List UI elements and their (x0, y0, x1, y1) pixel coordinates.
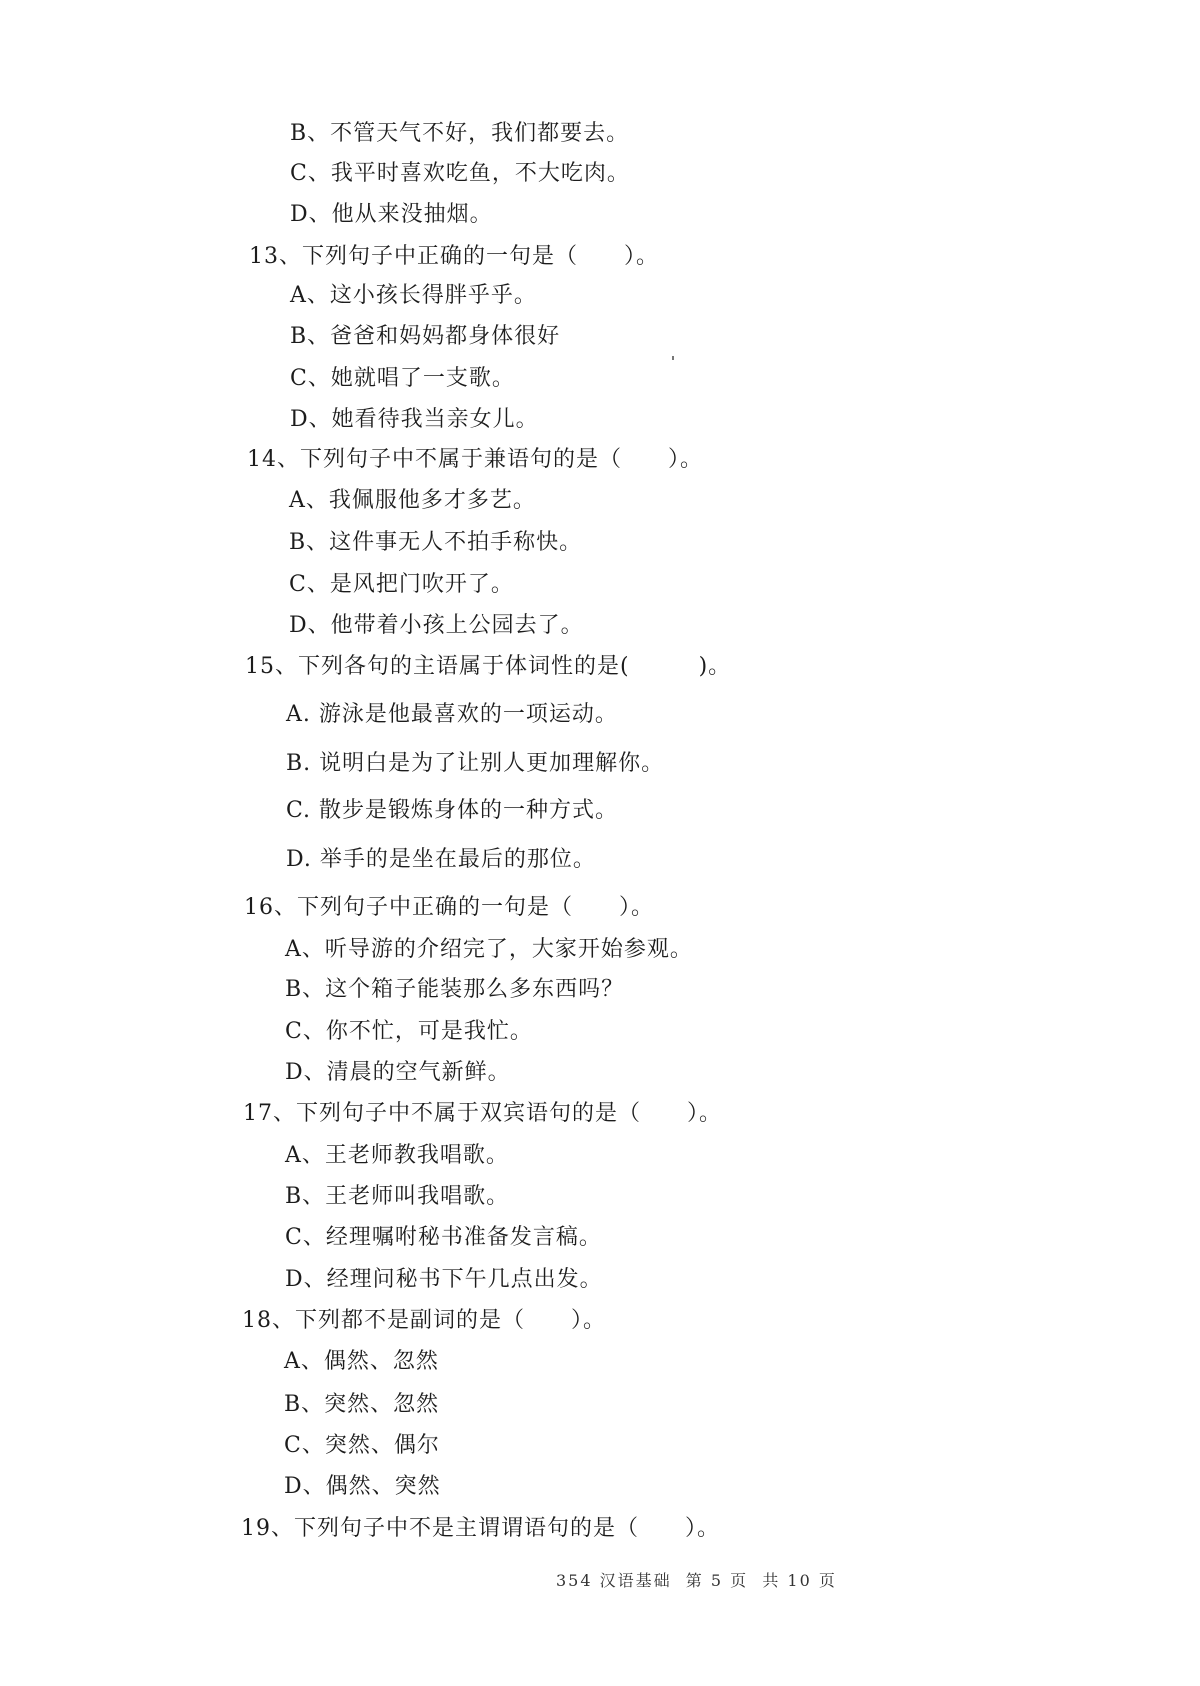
question-text: 下列句子中不是主谓谓语句的是（ ）。 (294, 1516, 721, 1541)
option-text: 听导游的介绍完了，大家开始参观。 (324, 937, 693, 962)
option-label: D、 (285, 1267, 327, 1292)
option-text: 爸爸和妈妈都身体很好 (330, 324, 561, 349)
option-d-q17 (285, 1266, 603, 1294)
option-label: A、 (290, 283, 330, 308)
option-label: B、 (285, 1184, 326, 1209)
option-text: 清晨的空气新鲜。 (326, 1060, 511, 1085)
option-label: B、 (290, 324, 331, 349)
option-label: B. (286, 751, 320, 776)
option-label: D、 (290, 202, 332, 227)
question-17-stem (243, 1100, 722, 1128)
option-a-q18 (284, 1348, 439, 1376)
option-b-q17 (285, 1183, 509, 1211)
question-18-stem (242, 1307, 606, 1335)
question-number: 13、 (249, 244, 302, 269)
question-15-stem (245, 653, 731, 681)
option-b-q15 (286, 750, 664, 778)
option-label: C、 (284, 1433, 325, 1458)
question-13-stem (249, 243, 659, 271)
option-label: C、 (285, 1225, 326, 1250)
option-a-q16 (285, 936, 693, 964)
question-number: 18、 (242, 1308, 295, 1333)
option-label: C、 (290, 366, 331, 391)
option-text: 经理问秘书下午几点出发。 (326, 1267, 603, 1292)
option-text: 他带着小孩上公园去了。 (330, 613, 584, 638)
option-label: D、 (285, 1060, 327, 1085)
option-label: B、 (285, 977, 326, 1002)
question-16-stem (244, 894, 654, 922)
option-text: 我平时喜欢吃鱼，不大吃肉。 (330, 161, 630, 186)
option-text: 这件事无人不拍手称快。 (329, 530, 583, 555)
option-c-q18 (284, 1432, 440, 1460)
option-label: D、 (289, 613, 331, 638)
scan-speck (672, 356, 674, 360)
option-b-q13 (290, 323, 560, 351)
option-label: A、 (285, 1143, 325, 1168)
option-text: 说明白是为了让别人更加理解你。 (319, 751, 665, 776)
option-c-q17 (285, 1224, 602, 1252)
option-text: 不管天气不好，我们都要去。 (330, 121, 630, 146)
option-text: 我佩服他多才多艺。 (328, 488, 536, 513)
question-number: 14、 (247, 447, 300, 472)
option-d-q13 (290, 406, 539, 434)
question-number: 16、 (244, 895, 297, 920)
option-text: 是风把门吹开了。 (329, 572, 514, 597)
option-text: 她就唱了一支歌。 (330, 366, 515, 391)
option-d-q18 (284, 1473, 441, 1501)
question-number: 15、 (245, 654, 298, 679)
option-c-q14 (289, 571, 514, 599)
option-text: 经理嘱咐秘书准备发言稿。 (325, 1225, 602, 1250)
option-text: 王老师教我唱歌。 (324, 1143, 509, 1168)
option-text: 游泳是他最喜欢的一项运动。 (318, 702, 618, 727)
option-text: 突然、忽然 (324, 1392, 440, 1417)
option-label: B、 (290, 121, 331, 146)
option-c-q13 (290, 365, 515, 393)
option-label: B、 (284, 1392, 325, 1417)
question-text: 下列句子中不属于双宾语句的是（ ）。 (296, 1101, 723, 1126)
option-label: D. (286, 847, 320, 872)
question-14-stem (247, 446, 703, 474)
option-b-q16 (285, 976, 624, 1004)
option-d-q16 (285, 1059, 511, 1087)
option-b-q18 (284, 1391, 439, 1419)
option-b-q14 (289, 529, 582, 557)
option-d-q15 (286, 846, 596, 874)
question-text: 下列句子中正确的一句是（ ）。 (297, 895, 655, 920)
option-c-q15 (286, 797, 618, 825)
option-a-q15 (286, 701, 618, 729)
option-text: 举手的是坐在最后的那位。 (319, 847, 596, 872)
option-label: A、 (289, 488, 329, 513)
option-text: 这小孩长得胖乎乎。 (329, 283, 537, 308)
page-footer: 354 汉语基础 第 5 页 共 10 页 (556, 1571, 837, 1590)
option-text: 这个箱子能装那么多东西吗？ (325, 977, 625, 1002)
option-c-q12 (290, 160, 630, 188)
option-text: 偶然、忽然 (323, 1349, 439, 1374)
option-text: 他从来没抽烟。 (331, 202, 493, 227)
option-label: C、 (285, 1019, 326, 1044)
option-a-q17 (285, 1142, 509, 1170)
option-label: D、 (284, 1474, 326, 1499)
option-text: 突然、偶尔 (324, 1433, 440, 1458)
option-label: C、 (289, 572, 330, 597)
option-text: 散步是锻炼身体的一种方式。 (319, 798, 619, 823)
option-text: 偶然、突然 (325, 1474, 441, 1499)
question-text: 下列句子中不属于兼语句的是（ ）。 (300, 447, 704, 472)
option-text: 她看待我当亲女儿。 (331, 407, 539, 432)
question-19-stem (241, 1515, 720, 1543)
option-d-q12 (290, 201, 493, 229)
question-text: 下列句子中正确的一句是（ ）。 (302, 244, 660, 269)
option-label: A、 (284, 1349, 324, 1374)
option-a-q14 (289, 487, 536, 515)
option-text: 你不忙，可是我忙。 (325, 1019, 533, 1044)
option-label: B、 (289, 530, 330, 555)
option-b-q12 (290, 120, 629, 148)
question-number: 17、 (243, 1101, 296, 1126)
question-text: 下列各句的主语属于体词性的是( )。 (298, 654, 732, 679)
option-text: 王老师叫我唱歌。 (325, 1184, 510, 1209)
option-c-q16 (285, 1018, 533, 1046)
question-text: 下列都不是副词的是（ ）。 (295, 1308, 607, 1333)
option-a-q13 (290, 282, 537, 310)
option-d-q14 (289, 612, 584, 640)
option-label: C. (286, 798, 320, 823)
option-label: A. (286, 702, 319, 727)
option-label: C、 (290, 161, 331, 186)
question-number: 19、 (241, 1516, 294, 1541)
option-label: D、 (290, 407, 332, 432)
option-label: A、 (285, 937, 325, 962)
